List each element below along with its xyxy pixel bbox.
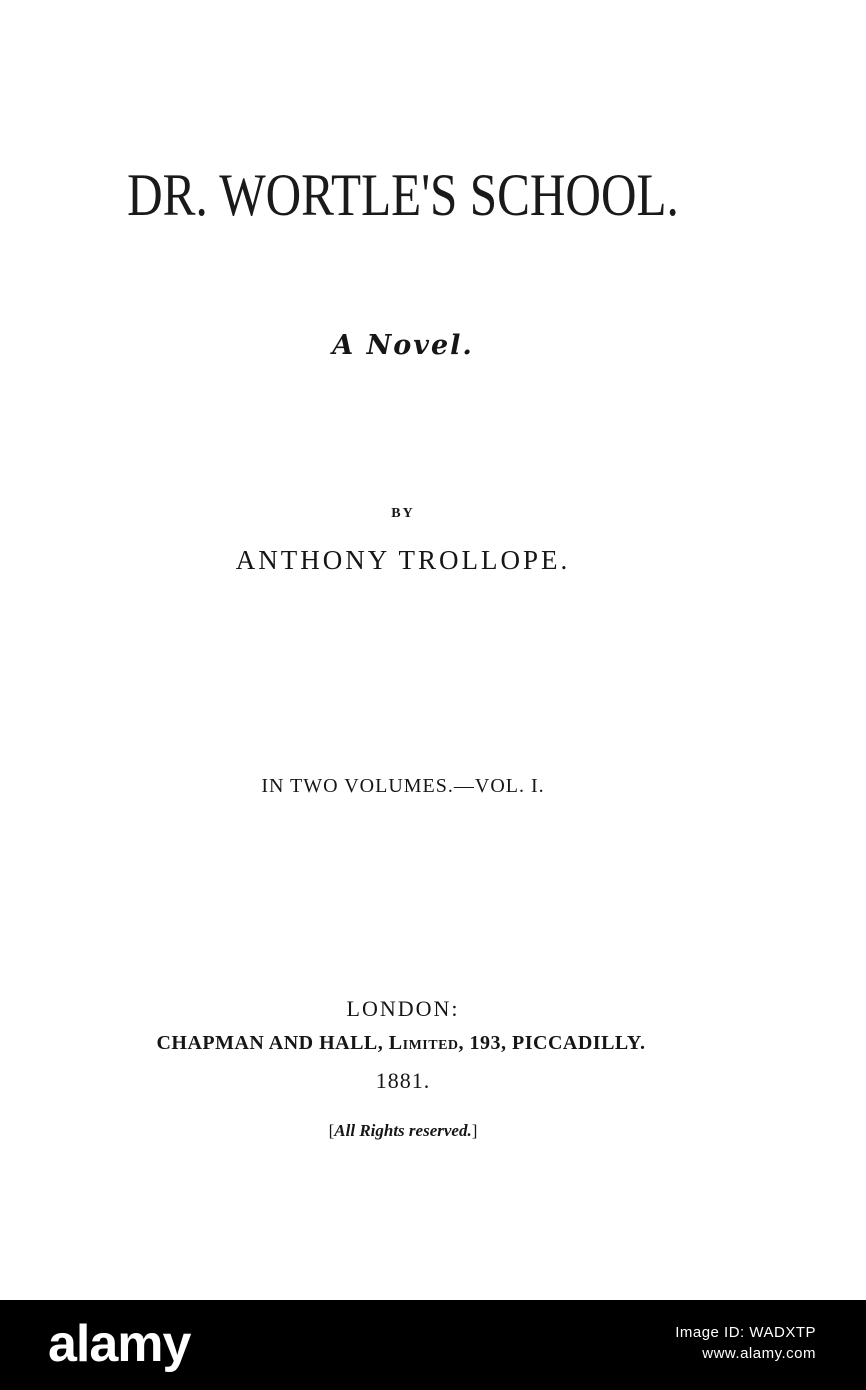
by-line: BY <box>391 506 415 521</box>
book-title: DR. WORTLE'S SCHOOL. <box>127 162 679 228</box>
publisher-limited: Limited <box>388 1032 459 1054</box>
rights-notice <box>0 1118 836 1144</box>
imprint-place: LONDON: <box>346 996 460 1021</box>
imprint-year: 1881. <box>375 1068 431 1093</box>
rights-bracket-open: [ <box>328 1121 335 1140</box>
site-url: www.alamy.com <box>702 1345 816 1362</box>
author-name: ANTHONY TROLLOPE. <box>235 545 571 575</box>
image-id-block <box>675 1322 816 1364</box>
publisher-address: , 193, PICCADILLY. <box>458 1032 646 1054</box>
publisher-name: CHAPMAN AND HALL, <box>156 1032 389 1054</box>
book-subtitle: A Novel. <box>332 330 474 361</box>
alamy-logo: alamy <box>48 1315 191 1373</box>
imprint-publisher <box>0 1028 834 1058</box>
rights-text: All Rights reserved. <box>334 1121 472 1140</box>
image-id: Image ID: WADXTP <box>675 1324 816 1341</box>
rights-bracket-close: ] <box>471 1121 478 1140</box>
watermark-bar <box>0 1300 866 1390</box>
volume-info: IN TWO VOLUMES.—VOL. I. <box>261 775 545 797</box>
